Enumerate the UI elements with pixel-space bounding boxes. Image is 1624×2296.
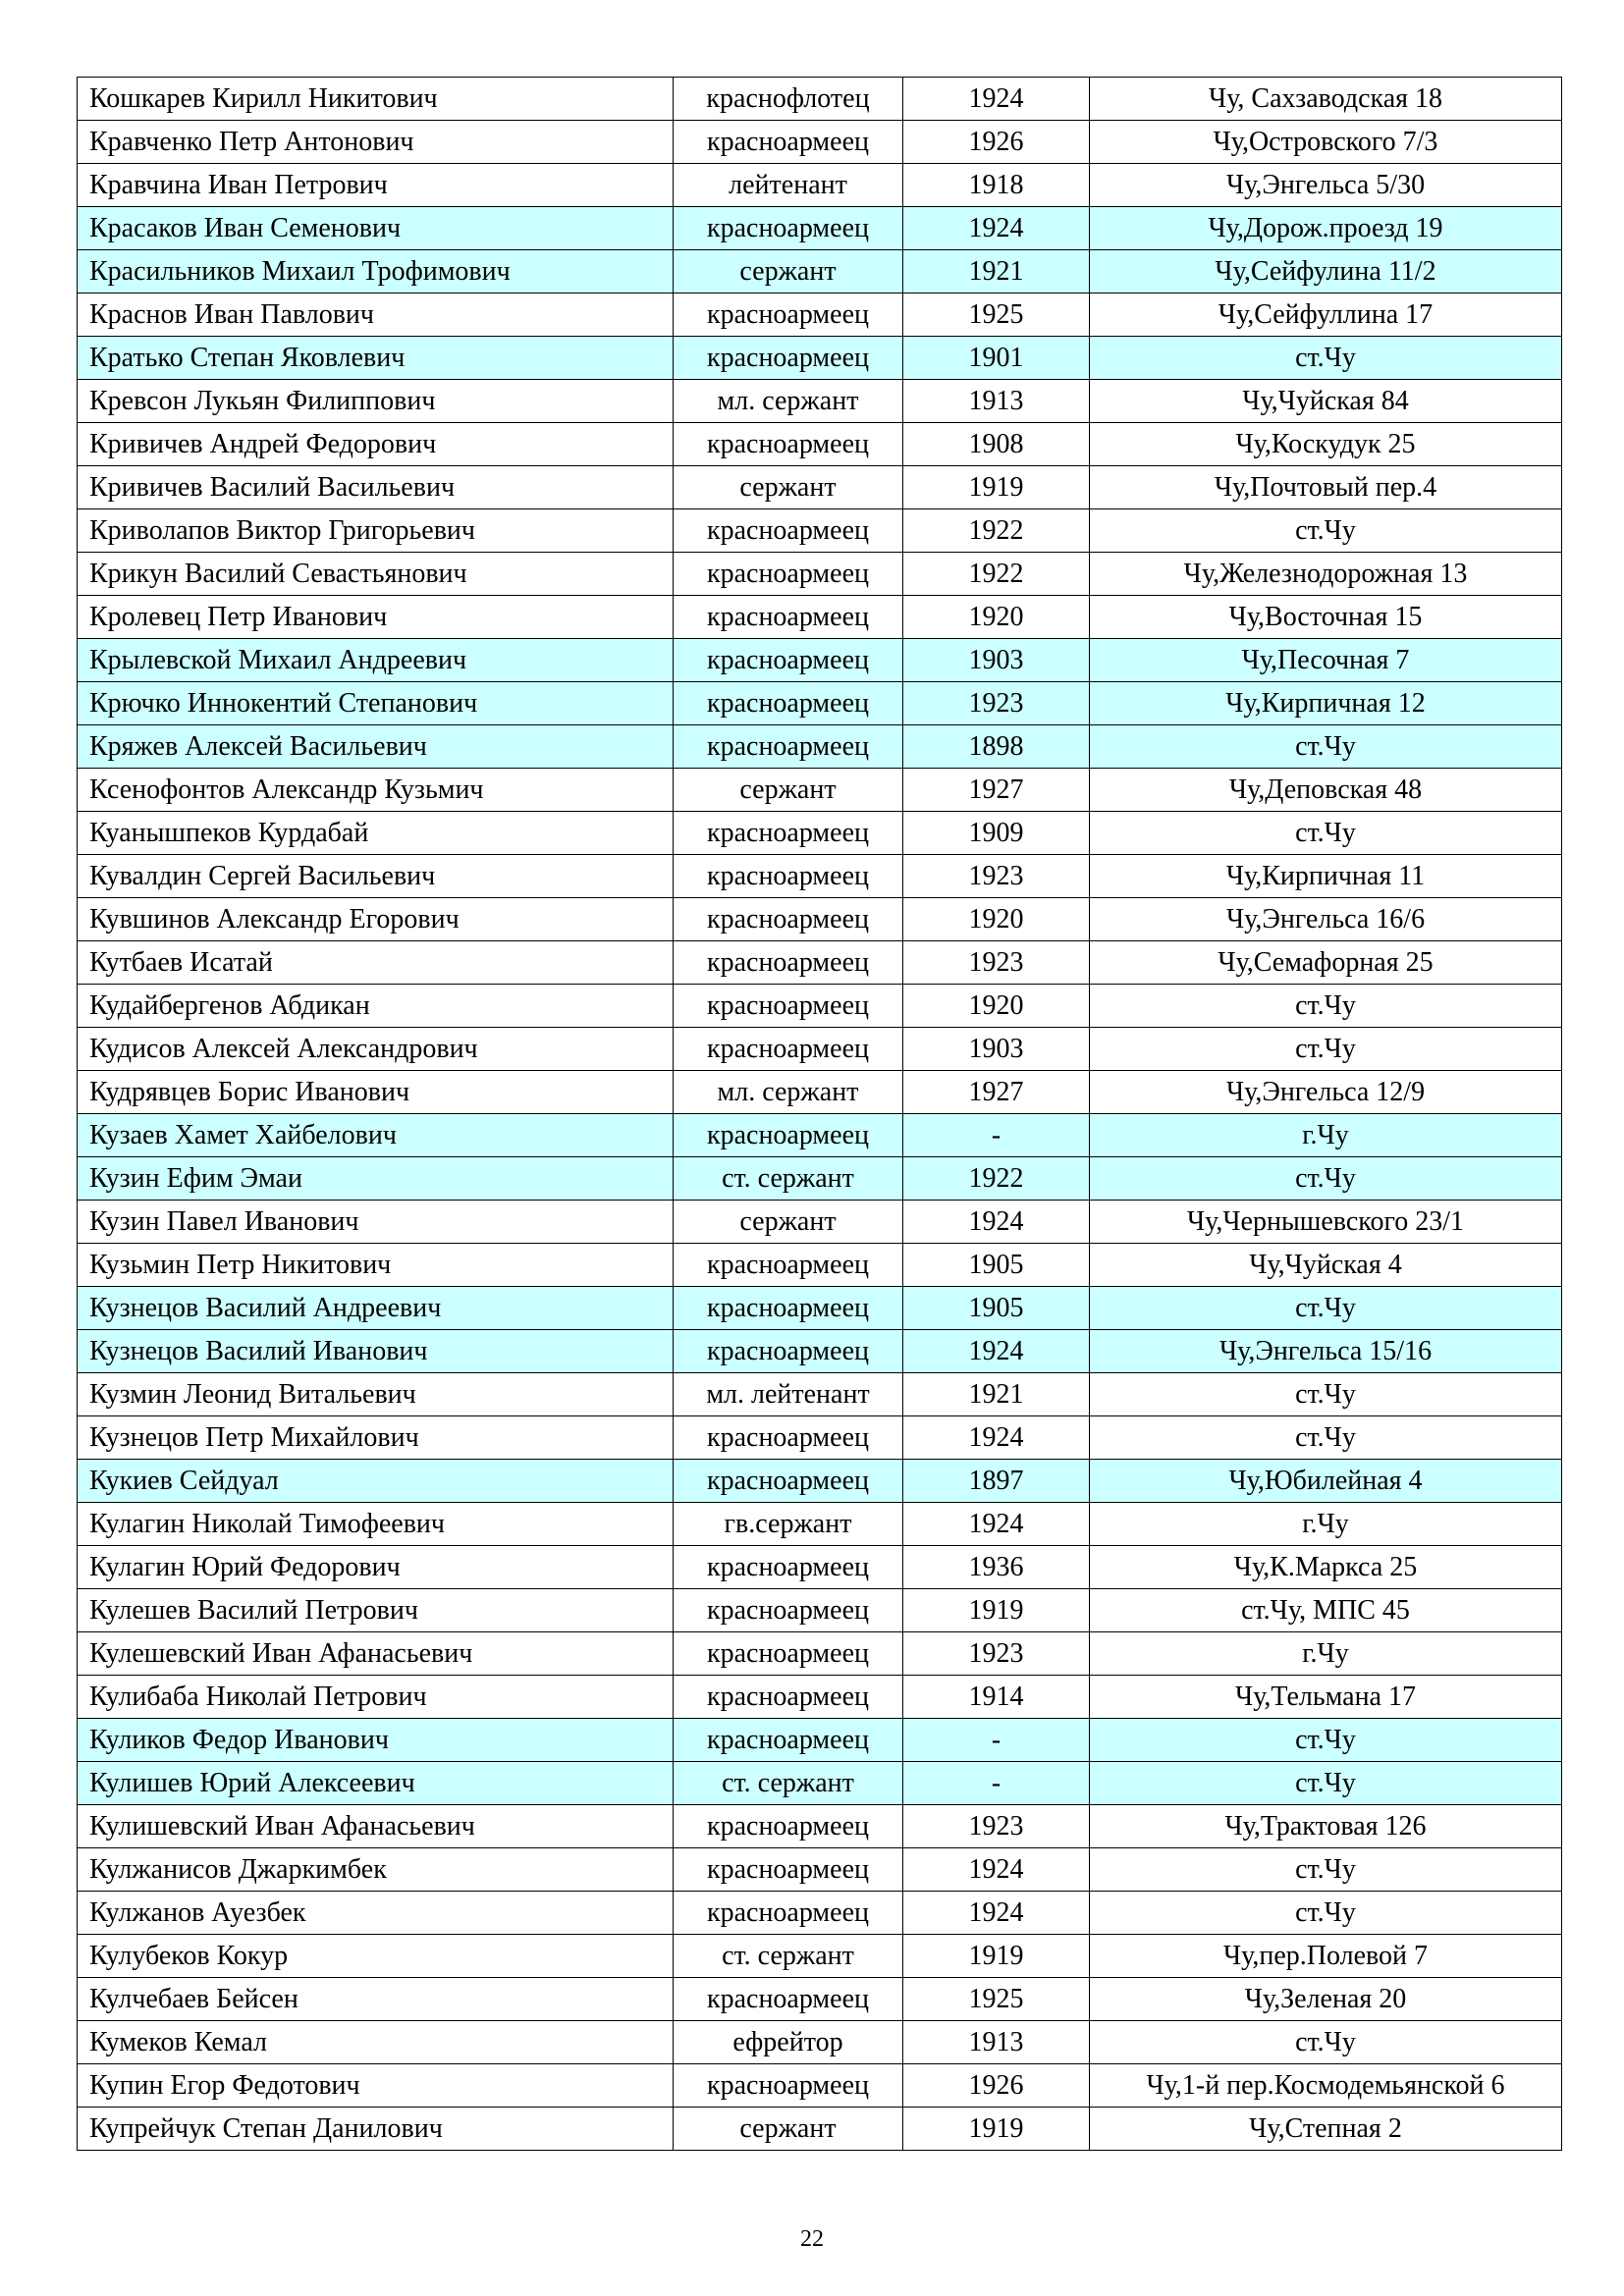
- name-cell: Кряжев Алексей Васильевич: [78, 725, 674, 769]
- table-row: [78, 898, 1562, 941]
- rank-cell: красноармеец: [674, 1848, 903, 1892]
- name-cell: Крикун Василий Севастьянович: [78, 553, 674, 596]
- address-cell: Чу,Железнодорожная 13: [1090, 553, 1562, 596]
- year-cell: 1913: [903, 380, 1090, 423]
- table-row: [78, 2064, 1562, 2108]
- table-row: [78, 596, 1562, 639]
- rank-cell: мл. лейтенант: [674, 1373, 903, 1416]
- address-cell: ст.Чу: [1090, 1028, 1562, 1071]
- rank-cell: красноармеец: [674, 941, 903, 985]
- rank-cell: ст. сержант: [674, 1762, 903, 1805]
- table-row: [78, 337, 1562, 380]
- rank-cell: красноармеец: [674, 423, 903, 466]
- address-cell: ст.Чу: [1090, 337, 1562, 380]
- table-row: [78, 725, 1562, 769]
- year-cell: 1924: [903, 1892, 1090, 1935]
- year-cell: 1922: [903, 553, 1090, 596]
- rank-cell: красноармеец: [674, 1978, 903, 2021]
- table-row: [78, 1978, 1562, 2021]
- address-cell: Чу, Сахзаводская 18: [1090, 78, 1562, 121]
- year-cell: 1920: [903, 898, 1090, 941]
- rank-cell: красноармеец: [674, 1330, 903, 1373]
- rank-cell: красноармеец: [674, 294, 903, 337]
- table-row: [78, 1416, 1562, 1460]
- address-cell: Чу,Песочная 7: [1090, 639, 1562, 682]
- year-cell: 1913: [903, 2021, 1090, 2064]
- address-cell: Чу,Трактовая 126: [1090, 1805, 1562, 1848]
- name-cell: Кузин Ефим Эмаи: [78, 1157, 674, 1201]
- name-cell: Кулишев Юрий Алексеевич: [78, 1762, 674, 1805]
- table-row: [78, 1201, 1562, 1244]
- address-cell: ст.Чу: [1090, 509, 1562, 553]
- table-row: [78, 1028, 1562, 1071]
- address-cell: ст.Чу: [1090, 985, 1562, 1028]
- year-cell: 1926: [903, 121, 1090, 164]
- table-row: [78, 423, 1562, 466]
- name-cell: Кулешевский Иван Афанасьевич: [78, 1632, 674, 1676]
- name-cell: Кузьмин Петр Никитович: [78, 1244, 674, 1287]
- table-row: [78, 207, 1562, 250]
- year-cell: 1922: [903, 1157, 1090, 1201]
- rank-cell: мл. сержант: [674, 380, 903, 423]
- year-cell: 1901: [903, 337, 1090, 380]
- table-row: [78, 294, 1562, 337]
- rank-cell: красноармеец: [674, 1416, 903, 1460]
- name-cell: Крылевской Михаил Андреевич: [78, 639, 674, 682]
- name-cell: Крючко Иннокентий Степанович: [78, 682, 674, 725]
- address-cell: Чу,Энгельса 5/30: [1090, 164, 1562, 207]
- name-cell: Кузнецов Василий Андреевич: [78, 1287, 674, 1330]
- roster-body: [78, 78, 1562, 2151]
- address-cell: Чу,Сейфулина 11/2: [1090, 250, 1562, 294]
- name-cell: Кутбаев Исатай: [78, 941, 674, 985]
- rank-cell: красноармеец: [674, 1676, 903, 1719]
- year-cell: 1923: [903, 1632, 1090, 1676]
- year-cell: 1922: [903, 509, 1090, 553]
- rank-cell: мл. сержант: [674, 1071, 903, 1114]
- name-cell: Кулжанисов Джаркимбек: [78, 1848, 674, 1892]
- address-cell: ст.Чу: [1090, 725, 1562, 769]
- name-cell: Кратько Степан Яковлевич: [78, 337, 674, 380]
- table-row: [78, 78, 1562, 121]
- name-cell: Кошкарев Кирилл Никитович: [78, 78, 674, 121]
- table-row: [78, 639, 1562, 682]
- name-cell: Кулибаба Николай Петрович: [78, 1676, 674, 1719]
- address-cell: г.Чу: [1090, 1114, 1562, 1157]
- name-cell: Ксенофонтов Александр Кузьмич: [78, 769, 674, 812]
- table-row: [78, 1589, 1562, 1632]
- table-row: [78, 1330, 1562, 1373]
- rank-cell: красноармеец: [674, 1460, 903, 1503]
- table-row: [78, 769, 1562, 812]
- address-cell: Чу,Дорож.проезд 19: [1090, 207, 1562, 250]
- table-row: [78, 812, 1562, 855]
- rank-cell: красноармеец: [674, 855, 903, 898]
- rank-cell: красноармеец: [674, 898, 903, 941]
- year-cell: 1921: [903, 250, 1090, 294]
- address-cell: Чу,Островского 7/3: [1090, 121, 1562, 164]
- rank-cell: красноармеец: [674, 1287, 903, 1330]
- year-cell: 1905: [903, 1244, 1090, 1287]
- rank-cell: красноармеец: [674, 1632, 903, 1676]
- table-row: [78, 164, 1562, 207]
- year-cell: 1924: [903, 1848, 1090, 1892]
- year-cell: 1925: [903, 294, 1090, 337]
- year-cell: 1914: [903, 1676, 1090, 1719]
- year-cell: 1897: [903, 1460, 1090, 1503]
- table-row: [78, 1719, 1562, 1762]
- rank-cell: сержант: [674, 1201, 903, 1244]
- address-cell: ст.Чу: [1090, 1157, 1562, 1201]
- year-cell: 1905: [903, 1287, 1090, 1330]
- year-cell: 1927: [903, 769, 1090, 812]
- rank-cell: красноармеец: [674, 337, 903, 380]
- year-cell: 1924: [903, 1201, 1090, 1244]
- year-cell: 1936: [903, 1546, 1090, 1589]
- name-cell: Кумеков Кемал: [78, 2021, 674, 2064]
- name-cell: Купин Егор Федотович: [78, 2064, 674, 2108]
- rank-cell: сержант: [674, 250, 903, 294]
- name-cell: Кувшинов Александр Егорович: [78, 898, 674, 941]
- name-cell: Кудрявцев Борис Иванович: [78, 1071, 674, 1114]
- year-cell: 1923: [903, 682, 1090, 725]
- name-cell: Кривичев Андрей Федорович: [78, 423, 674, 466]
- rank-cell: красноармеец: [674, 1805, 903, 1848]
- table-row: [78, 1460, 1562, 1503]
- name-cell: Кузин Павел Иванович: [78, 1201, 674, 1244]
- name-cell: Кулешев Василий Петрович: [78, 1589, 674, 1632]
- table-row: [78, 1114, 1562, 1157]
- rank-cell: ст. сержант: [674, 1157, 903, 1201]
- name-cell: Криволапов Виктор Григорьевич: [78, 509, 674, 553]
- name-cell: Кулагин Юрий Федорович: [78, 1546, 674, 1589]
- year-cell: 1924: [903, 1416, 1090, 1460]
- table-row: [78, 1546, 1562, 1589]
- year-cell: 1909: [903, 812, 1090, 855]
- rank-cell: красноармеец: [674, 812, 903, 855]
- table-row: [78, 250, 1562, 294]
- year-cell: 1923: [903, 1805, 1090, 1848]
- name-cell: Кувалдин Сергей Васильевич: [78, 855, 674, 898]
- address-cell: Чу,Зеленая 20: [1090, 1978, 1562, 2021]
- year-cell: 1924: [903, 1330, 1090, 1373]
- year-cell: 1919: [903, 466, 1090, 509]
- address-cell: Чу,пер.Полевой 7: [1090, 1935, 1562, 1978]
- name-cell: Кузнецов Василий Иванович: [78, 1330, 674, 1373]
- rank-cell: гв.сержант: [674, 1503, 903, 1546]
- rank-cell: красноармеец: [674, 207, 903, 250]
- name-cell: Краснов Иван Павлович: [78, 294, 674, 337]
- table-row: [78, 1157, 1562, 1201]
- name-cell: Красильников Михаил Трофимович: [78, 250, 674, 294]
- year-cell: 1921: [903, 1373, 1090, 1416]
- table-row: [78, 1503, 1562, 1546]
- rank-cell: красноармеец: [674, 1546, 903, 1589]
- year-cell: 1919: [903, 1589, 1090, 1632]
- rank-cell: краснофлотец: [674, 78, 903, 121]
- roster-table: [77, 77, 1562, 2151]
- name-cell: Купрейчук Степан Данилович: [78, 2108, 674, 2151]
- year-cell: 1898: [903, 725, 1090, 769]
- year-cell: 1919: [903, 1935, 1090, 1978]
- address-cell: ст.Чу: [1090, 1719, 1562, 1762]
- address-cell: Чу,1-й пер.Космодемьянской 6: [1090, 2064, 1562, 2108]
- address-cell: Чу,Деповская 48: [1090, 769, 1562, 812]
- rank-cell: красноармеец: [674, 639, 903, 682]
- address-cell: ст.Чу: [1090, 2021, 1562, 2064]
- rank-cell: ст. сержант: [674, 1935, 903, 1978]
- name-cell: Кулчебаев Бейсен: [78, 1978, 674, 2021]
- table-row: [78, 1848, 1562, 1892]
- rank-cell: сержант: [674, 2108, 903, 2151]
- address-cell: Чу,Тельмана 17: [1090, 1676, 1562, 1719]
- address-cell: Чу,Чернышевского 23/1: [1090, 1201, 1562, 1244]
- address-cell: ст.Чу: [1090, 1892, 1562, 1935]
- rank-cell: красноармеец: [674, 1589, 903, 1632]
- table-row: [78, 1762, 1562, 1805]
- address-cell: г.Чу: [1090, 1632, 1562, 1676]
- address-cell: ст.Чу: [1090, 1373, 1562, 1416]
- address-cell: ст.Чу: [1090, 812, 1562, 855]
- address-cell: Чу,Юбилейная 4: [1090, 1460, 1562, 1503]
- address-cell: Чу,Почтовый пер.4: [1090, 466, 1562, 509]
- rank-cell: красноармеец: [674, 1114, 903, 1157]
- rank-cell: красноармеец: [674, 985, 903, 1028]
- table-row: [78, 1071, 1562, 1114]
- name-cell: Кузмин Леонид Витальевич: [78, 1373, 674, 1416]
- year-cell: 1924: [903, 78, 1090, 121]
- address-cell: Чу,Энгельса 12/9: [1090, 1071, 1562, 1114]
- address-cell: Чу,Энгельса 16/6: [1090, 898, 1562, 941]
- name-cell: Куанышпеков Курдабай: [78, 812, 674, 855]
- address-cell: Чу,Восточная 15: [1090, 596, 1562, 639]
- table-row: [78, 509, 1562, 553]
- page-number: 22: [800, 2226, 824, 2252]
- table-row: [78, 682, 1562, 725]
- table-row: [78, 1805, 1562, 1848]
- name-cell: Кудисов Алексей Александрович: [78, 1028, 674, 1071]
- name-cell: Кулагин Николай Тимофеевич: [78, 1503, 674, 1546]
- year-cell: -: [903, 1762, 1090, 1805]
- year-cell: 1927: [903, 1071, 1090, 1114]
- year-cell: 1924: [903, 1503, 1090, 1546]
- address-cell: Чу,Кирпичная 11: [1090, 855, 1562, 898]
- rank-cell: красноармеец: [674, 121, 903, 164]
- year-cell: 1925: [903, 1978, 1090, 2021]
- table-row: [78, 466, 1562, 509]
- name-cell: Кревсон Лукьян Филиппович: [78, 380, 674, 423]
- rank-cell: ефрейтор: [674, 2021, 903, 2064]
- name-cell: Кузнецов Петр Михайлович: [78, 1416, 674, 1460]
- rank-cell: красноармеец: [674, 1719, 903, 1762]
- table-row: [78, 380, 1562, 423]
- year-cell: 1920: [903, 985, 1090, 1028]
- rank-cell: красноармеец: [674, 1244, 903, 1287]
- name-cell: Кролевец Петр Иванович: [78, 596, 674, 639]
- address-cell: Чу,Энгельса 15/16: [1090, 1330, 1562, 1373]
- address-cell: Чу,Кирпичная 12: [1090, 682, 1562, 725]
- address-cell: г.Чу: [1090, 1503, 1562, 1546]
- table-row: [78, 1892, 1562, 1935]
- year-cell: -: [903, 1114, 1090, 1157]
- year-cell: 1923: [903, 855, 1090, 898]
- rank-cell: красноармеец: [674, 2064, 903, 2108]
- address-cell: ст.Чу, МПС 45: [1090, 1589, 1562, 1632]
- year-cell: 1903: [903, 1028, 1090, 1071]
- address-cell: ст.Чу: [1090, 1762, 1562, 1805]
- year-cell: 1903: [903, 639, 1090, 682]
- rank-cell: красноармеец: [674, 682, 903, 725]
- year-cell: -: [903, 1719, 1090, 1762]
- rank-cell: сержант: [674, 466, 903, 509]
- rank-cell: красноармеец: [674, 509, 903, 553]
- rank-cell: красноармеец: [674, 553, 903, 596]
- address-cell: Чу,Чуйская 4: [1090, 1244, 1562, 1287]
- name-cell: Кукиев Сейдуал: [78, 1460, 674, 1503]
- table-row: [78, 553, 1562, 596]
- table-row: [78, 1287, 1562, 1330]
- year-cell: 1923: [903, 941, 1090, 985]
- table-row: [78, 1244, 1562, 1287]
- name-cell: Кулубеков Кокур: [78, 1935, 674, 1978]
- table-row: [78, 1935, 1562, 1978]
- name-cell: Кривичев Василий Васильевич: [78, 466, 674, 509]
- rank-cell: лейтенант: [674, 164, 903, 207]
- table-row: [78, 985, 1562, 1028]
- address-cell: ст.Чу: [1090, 1287, 1562, 1330]
- name-cell: Куликов Федор Иванович: [78, 1719, 674, 1762]
- address-cell: Чу,К.Маркса 25: [1090, 1546, 1562, 1589]
- year-cell: 1918: [903, 164, 1090, 207]
- year-cell: 1908: [903, 423, 1090, 466]
- address-cell: Чу,Коскудук 25: [1090, 423, 1562, 466]
- table-row: [78, 1676, 1562, 1719]
- address-cell: Чу,Чуйская 84: [1090, 380, 1562, 423]
- address-cell: ст.Чу: [1090, 1416, 1562, 1460]
- address-cell: ст.Чу: [1090, 1848, 1562, 1892]
- year-cell: 1924: [903, 207, 1090, 250]
- name-cell: Кузаев Хамет Хайбелович: [78, 1114, 674, 1157]
- rank-cell: сержант: [674, 769, 903, 812]
- name-cell: Кулишевский Иван Афанасьевич: [78, 1805, 674, 1848]
- year-cell: 1926: [903, 2064, 1090, 2108]
- rank-cell: красноармеец: [674, 1028, 903, 1071]
- table-row: [78, 121, 1562, 164]
- table-row: [78, 941, 1562, 985]
- address-cell: Чу,Сейфуллина 17: [1090, 294, 1562, 337]
- table-row: [78, 1632, 1562, 1676]
- name-cell: Красаков Иван Семенович: [78, 207, 674, 250]
- year-cell: 1920: [903, 596, 1090, 639]
- name-cell: Кулжанов Ауезбек: [78, 1892, 674, 1935]
- table-row: [78, 2108, 1562, 2151]
- table-row: [78, 2021, 1562, 2064]
- name-cell: Кудайбергенов Абдикан: [78, 985, 674, 1028]
- year-cell: 1919: [903, 2108, 1090, 2151]
- rank-cell: красноармеец: [674, 725, 903, 769]
- rank-cell: красноармеец: [674, 1892, 903, 1935]
- table-row: [78, 855, 1562, 898]
- rank-cell: красноармеец: [674, 596, 903, 639]
- table-row: [78, 1373, 1562, 1416]
- name-cell: Кравчина Иван Петрович: [78, 164, 674, 207]
- name-cell: Кравченко Петр Антонович: [78, 121, 674, 164]
- address-cell: Чу,Степная 2: [1090, 2108, 1562, 2151]
- address-cell: Чу,Семафорная 25: [1090, 941, 1562, 985]
